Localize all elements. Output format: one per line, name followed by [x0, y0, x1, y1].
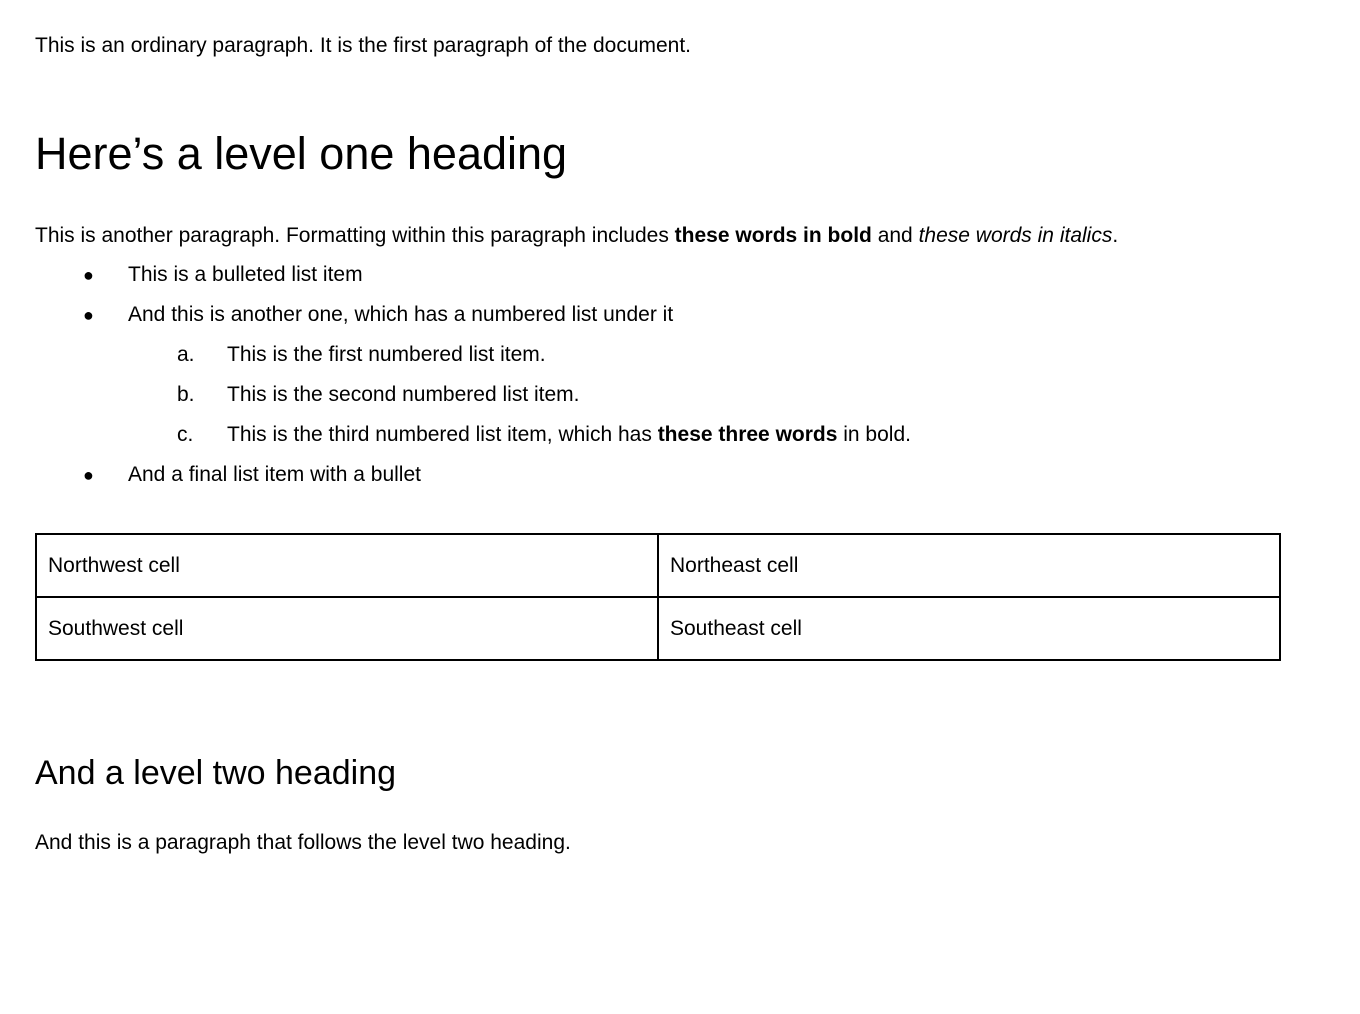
bullet-icon: ●: [83, 465, 94, 485]
bullet-icon: ●: [83, 305, 94, 325]
numbered-list-item-text: This is the second numbered list item.: [227, 383, 580, 406]
heading-level-1: Here’s a level one heading: [35, 128, 568, 179]
numbered-list-item-text: [227, 415, 911, 455]
bullet-list-item: [35, 295, 1282, 335]
table-row: [36, 534, 1280, 597]
bullet-list-item: [35, 255, 1282, 295]
bullet-icon: ●: [83, 265, 94, 285]
numbered-item-plain-text: This is the third numbered list item, which has: [227, 423, 658, 446]
numbered-list-marker: b.: [177, 383, 195, 406]
italic-text-fragment: these words in italics: [918, 224, 1113, 247]
bold-text-fragment: these three words: [657, 423, 838, 446]
formatted-paragraph-connector-text: and: [871, 224, 919, 247]
content-table: [35, 533, 1281, 661]
numbered-list-item: [35, 335, 1282, 375]
table-cell-southeast: Southeast cell: [658, 597, 1280, 660]
numbered-list-item-text: This is the first numbered list item.: [227, 343, 546, 366]
table-cell-southwest: Southwest cell: [36, 597, 658, 660]
numbered-list-item: [35, 375, 1282, 415]
table-cell-northwest: Northwest cell: [36, 534, 658, 597]
intro-paragraph: This is an ordinary paragraph. It is the first paragraph of the document.: [35, 34, 692, 57]
bullet-list-item-text: And a final list item with a bullet: [128, 463, 421, 486]
formatted-paragraph: [35, 216, 1282, 255]
formatted-paragraph-period: .: [1112, 224, 1119, 247]
bullet-list-item-text: This is a bulleted list item: [128, 263, 363, 286]
bullet-list: [35, 255, 1282, 495]
formatted-paragraph-plain-text: This is another paragraph. Formatting within this paragraph includes: [35, 224, 675, 247]
document-page: [0, 26, 1360, 862]
table-cell-northeast: Northeast cell: [658, 534, 1280, 597]
bullet-list-item-text: And this is another one, which has a numbered list under it: [128, 303, 674, 326]
heading-level-2: And a level two heading: [35, 754, 397, 792]
numbered-list-marker: a.: [177, 343, 195, 366]
numbered-list-item: [35, 415, 1282, 455]
numbered-list-marker: c.: [177, 423, 194, 446]
numbered-item-trailing-text: in bold.: [837, 423, 911, 446]
table-row: [36, 597, 1280, 660]
bold-text-fragment: these words in bold: [674, 224, 872, 247]
bullet-list-item: [35, 455, 1282, 495]
closing-paragraph: And this is a paragraph that follows the level two heading.: [35, 831, 571, 854]
